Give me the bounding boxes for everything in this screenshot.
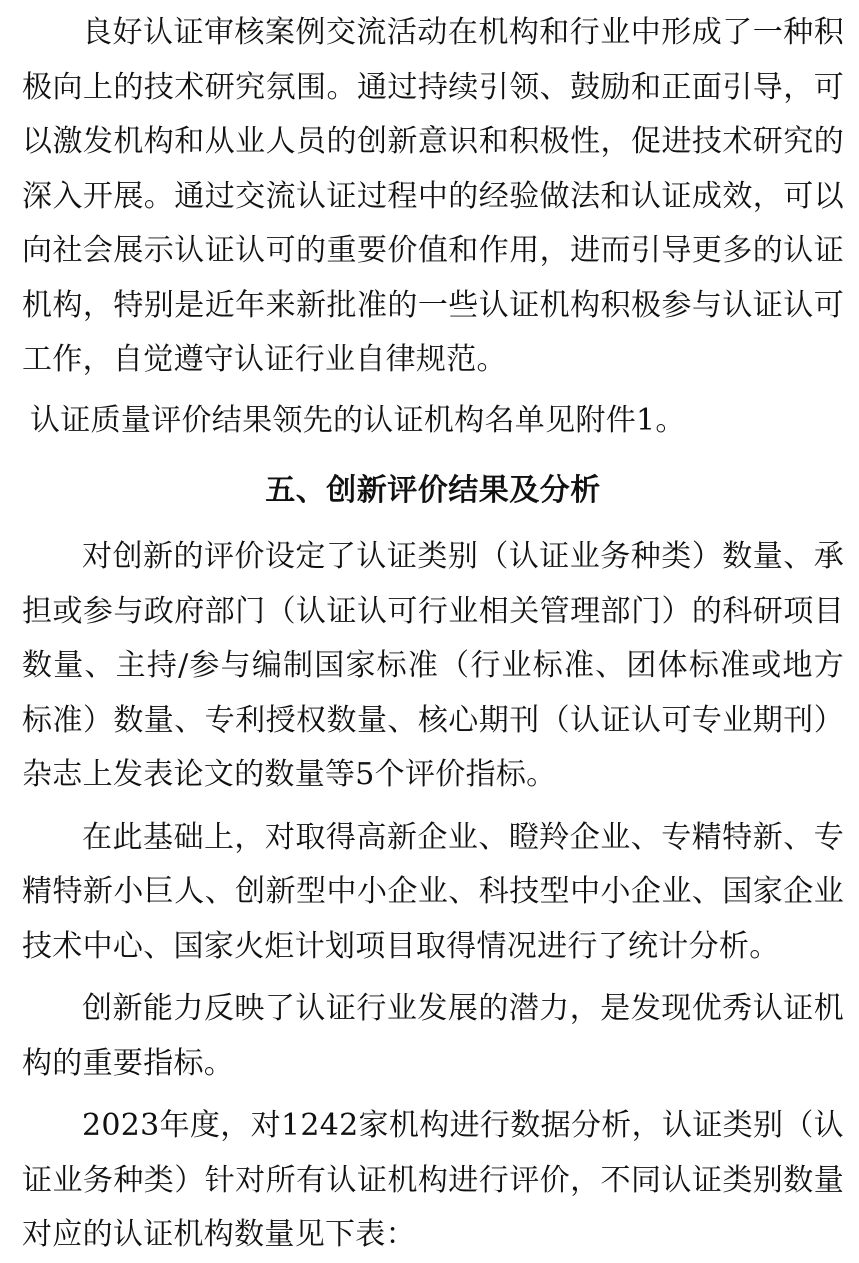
- paragraph-annex-reference: 认证质量评价结果领先的认证机构名单见附件1。: [30, 402, 686, 438]
- section-heading: 五、创新评价结果及分析: [265, 473, 601, 508]
- paragraph-case-exchange: 良好认证审核案例交流活动在机构和行业中形成了一种积极向上的技术研究氛围。通过持续引领、鼓励和正面引导，可以激发机构和从业人员的创新意识和积极性，促进技术研究的深入开展。通过交流认证过程中的经验做法和认证成效，可以向社会展示认证认可的重要价值和作用，进而引导更多的认证机构，特别是近年来新批准的一些认证机构积极参与认证认可工作，自觉遵守认证行业自律规范。: [22, 15, 844, 377]
- paragraph-2023-analysis: 2023年度，对1242家机构进行数据分析，认证类别（认证业务种类）针对所有认证机构进行评价，不同认证类别数量对应的认证机构数量见下表：: [22, 1108, 844, 1252]
- paragraph-enterprise-statistics: 在此基础上，对取得高新企业、瞪羚企业、专精特新、专精特新小巨人、创新型中小企业、科技型中小企业、国家企业技术中心、国家火炬计划项目取得情况进行了统计分析。: [22, 819, 844, 964]
- paragraph-innovation-indicators: 对创新的评价设定了认证类别（认证业务种类）数量、承担或参与政府部门（认证认可行业相关管理部门）的科研项目数量、主持/参与编制国家标准（行业标准、团体标准或地方标准）数量、专利授权数量、核心期刊（认证认可专业期刊）杂志上发表论文的数量等5个评价指标。: [22, 539, 844, 792]
- paragraph-innovation-capacity: 创新能力反映了认证行业发展的潜力，是发现优秀认证机构的重要指标。: [22, 991, 844, 1081]
- document-page: [22, 6, 844, 1263]
